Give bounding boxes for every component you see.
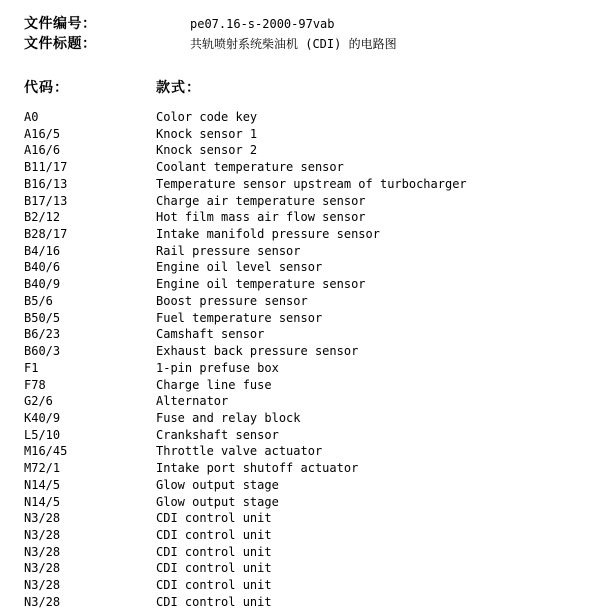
table-row [24,443,584,460]
component-description: Knock sensor 1 [156,126,258,141]
component-code: M72/1 [24,461,61,476]
table-row [24,477,584,494]
component-description: Boost pressure sensor [156,293,308,308]
component-code: B4/16 [24,243,61,258]
component-description: Knock sensor 2 [156,143,258,158]
component-code: B40/9 [24,277,61,292]
table-row [24,494,584,511]
table-row [24,393,584,410]
component-code: N3/28 [24,594,61,609]
component-description: Temperature sensor upstream of turbocharger [156,176,467,191]
component-description: Charge air temperature sensor [156,193,366,208]
component-description: Fuel temperature sensor [156,310,323,325]
component-code: B28/17 [24,227,68,242]
component-code: B11/17 [24,160,68,175]
table-row [24,193,584,210]
table-row [24,343,584,360]
component-list [24,109,584,611]
component-description: Engine oil temperature sensor [156,277,366,292]
component-code: N3/28 [24,561,61,576]
component-code: F1 [24,360,39,375]
component-description: Intake manifold pressure sensor [156,227,380,242]
file-number-value: pe07.16-s-2000-97vab [190,17,335,31]
component-description: Exhaust back pressure sensor [156,344,359,359]
component-code: G2/6 [24,394,53,409]
table-row [24,259,584,276]
component-description: Color code key [156,110,258,124]
component-code: N3/28 [24,511,61,526]
component-code: M16/45 [24,444,68,459]
file-title-value: 共轨喷射系统柴油机 (CDI) 的电路图 [190,37,397,51]
table-row [24,293,584,310]
component-code: N3/28 [24,578,61,593]
component-code: A16/6 [24,143,61,158]
table-row [24,243,584,260]
component-code: N3/28 [24,527,61,542]
component-description: Alternator [156,394,229,409]
component-description: Glow output stage [156,494,279,509]
component-description: Crankshaft sensor [156,427,279,442]
table-row [24,594,584,611]
component-description: Engine oil level sensor [156,260,323,275]
table-header [24,79,584,97]
component-code: B5/6 [24,293,53,308]
component-description: 1-pin prefuse box [156,360,279,375]
component-code: B2/12 [24,210,61,225]
component-description: Intake port shutoff actuator [156,461,359,476]
description-column-header: 款式： [156,80,201,96]
table-row [24,377,584,394]
code-column-header: 代码： [24,80,69,96]
table-row [24,427,584,444]
table-row [24,209,584,226]
component-description: Throttle valve actuator [156,444,323,459]
table-row [24,159,584,176]
table-row [24,360,584,377]
component-code: B16/13 [24,176,68,191]
table-row [24,126,584,143]
component-code: A16/5 [24,126,61,141]
table-row [24,310,584,327]
table-row [24,176,584,193]
component-description: Charge line fuse [156,377,272,392]
component-description: Fuse and relay block [156,410,301,425]
component-code: L5/10 [24,427,61,442]
table-row [24,142,584,159]
component-code: N14/5 [24,494,61,509]
component-description: CDI control unit [156,511,272,526]
component-description: CDI control unit [156,594,272,609]
file-title-label: 文件标题： [24,36,97,52]
table-row [24,577,584,594]
component-code: B60/3 [24,344,61,359]
file-title-row [24,35,584,53]
component-description: Rail pressure sensor [156,243,301,258]
component-description: CDI control unit [156,561,272,576]
component-description: CDI control unit [156,578,272,593]
component-description: CDI control unit [156,527,272,542]
component-description: Hot film mass air flow sensor [156,210,366,225]
table-row [24,560,584,577]
component-description: Camshaft sensor [156,327,265,342]
component-code: N3/28 [24,544,61,559]
component-code: K40/9 [24,410,61,425]
component-code: B40/6 [24,260,61,275]
table-row [24,410,584,427]
component-code: B17/13 [24,193,68,208]
component-description: Glow output stage [156,477,279,492]
component-code: B50/5 [24,310,61,325]
table-row [24,109,584,126]
component-code: N14/5 [24,477,61,492]
table-row [24,544,584,561]
component-description: CDI control unit [156,544,272,559]
table-row [24,276,584,293]
component-description: Coolant temperature sensor [156,160,344,175]
component-code: F78 [24,377,46,392]
table-row [24,460,584,477]
component-code: B6/23 [24,327,61,342]
table-row [24,510,584,527]
table-row [24,527,584,544]
table-row [24,226,584,243]
component-code: A0 [24,110,39,124]
file-number-row [24,15,584,33]
file-number-label: 文件编号： [24,16,97,32]
table-row [24,326,584,343]
